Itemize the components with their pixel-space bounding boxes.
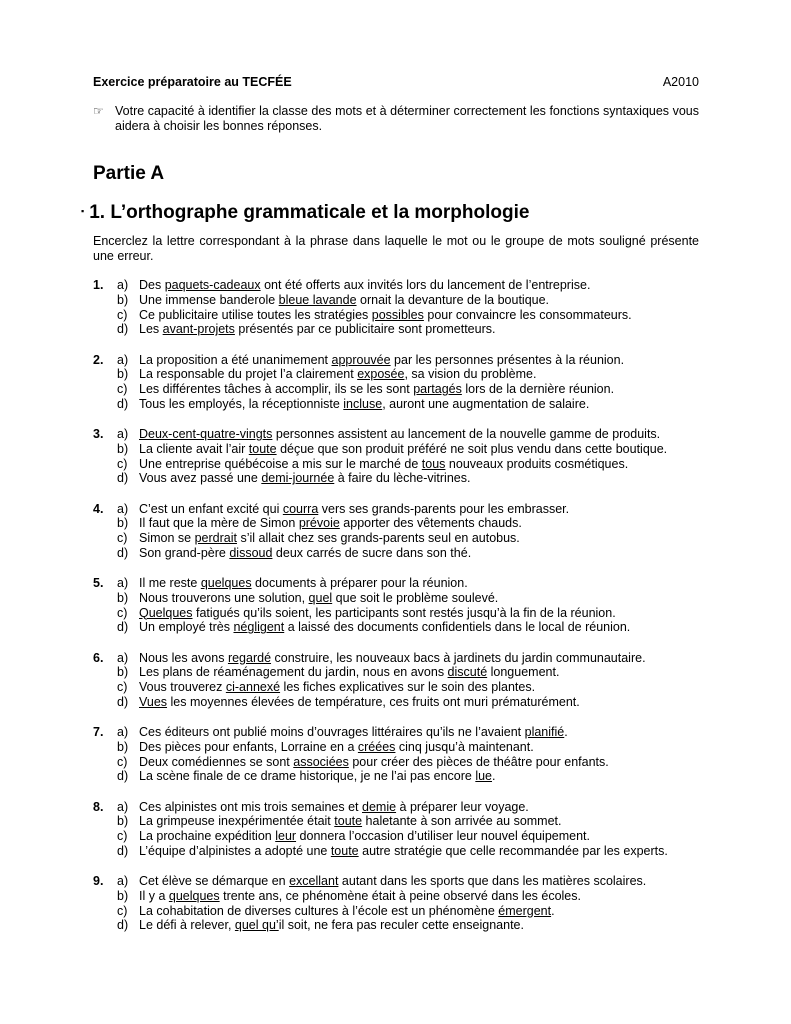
sentence-start: La prochaine expédition [139,829,276,844]
sentence-end: nouveaux produits cosmétiques. [445,456,629,471]
answer-option[interactable] [93,918,699,933]
question-item [93,800,699,875]
sentence-start: Simon se [139,531,195,546]
option-letter[interactable]: a) [117,650,129,665]
underlined-word: demi-journée [261,471,335,486]
underlined-word: exposée [357,367,405,382]
option-letter[interactable]: d) [117,620,129,635]
document-header [93,75,699,91]
sentence-start: La cliente avait l’air [139,441,249,456]
option-letter[interactable]: c) [117,680,128,695]
question-number: 3. [93,427,104,441]
underlined-word: regardé [227,650,272,665]
sentence-end: , auront une augmentation de salaire. [382,396,590,411]
answer-option[interactable] [93,651,699,666]
option-sentence [139,740,534,755]
underlined-word: toute [330,843,359,858]
answer-option[interactable] [93,889,699,904]
sentence-end: que soit le problème soulevé. [332,590,499,605]
section-heading [81,202,529,224]
question-list [93,278,699,949]
sentence-start: La cohabitation de diverses cultures à l’école est un phénomène [139,903,499,918]
option-letter[interactable]: b) [117,441,129,456]
answer-option[interactable] [93,695,699,710]
option-sentence [139,502,569,517]
answer-option[interactable] [93,800,699,815]
question-number: 6. [93,650,104,665]
answer-option[interactable] [93,844,699,859]
underlined-word: quel qu’ [234,918,279,933]
option-sentence [139,844,668,859]
sentence-end: . [551,903,555,918]
sentence-start: Il me reste [139,576,201,590]
option-letter[interactable]: d) [117,843,129,858]
answer-option[interactable] [93,367,699,382]
option-letter[interactable]: b) [117,739,129,754]
option-sentence [139,367,536,382]
answer-option[interactable] [93,353,699,368]
answer-option[interactable] [93,904,699,919]
question-number: 2. [93,352,104,367]
option-letter[interactable]: b) [117,516,129,531]
sentence-start: Tous les employés, la réceptionniste [139,396,344,411]
option-sentence [139,620,630,635]
sentence-start: C’est un enfant excité qui [139,501,283,516]
question-number: 5. [93,576,104,590]
sentence-end: a laissé des documents confidentiels dans le local de réunion. [284,620,631,635]
sentence-end: ont été offerts aux invités lors du lancement de l’entreprise. [260,278,591,292]
sentence-end: donnera l’occasion d’utiliser leur nouvel équipement. [296,829,590,844]
answer-option[interactable] [93,382,699,397]
answer-option[interactable] [93,427,699,442]
option-letter[interactable]: a) [117,874,129,888]
sentence-end: autant dans les sports que dans les matières scolaires. [338,874,647,888]
sentence-start: Nous trouverons une solution, [139,590,309,605]
underlined-word: demie [362,799,397,814]
option-sentence [139,397,589,412]
sentence-end: s’il allait chez ses grands-parents seul en autobus. [236,531,520,546]
sentence-start: Vous avez passé une [139,471,262,486]
answer-option[interactable] [93,814,699,829]
sentence-end: apporter des vêtements chauds. [339,516,522,531]
instruction-text: Encerclez la lettre correspondant à la phrase dans laquelle le mot ou le groupe de mots souligné présente une erreur. [93,234,699,263]
question-number: 1. [93,278,104,292]
answer-option[interactable] [93,740,699,755]
sentence-end: déçue que son produit préféré ne soit plus vendu dans cette boutique. [276,441,668,456]
sentence-start: Ces alpinistes ont mis trois semaines et [139,799,363,814]
sentence-end: personnes assistent au lancement de la nouvelle gamme de produits. [272,427,661,441]
answer-option[interactable] [93,620,699,635]
option-letter[interactable]: b) [117,367,129,382]
underlined-word: négligent [233,620,285,635]
sentence-start: La grimpeuse inexpérimentée était [139,814,335,829]
underlined-word: planifié [524,725,565,739]
sentence-start: L’équipe d’alpinistes a adopté une [139,843,331,858]
option-sentence [139,516,522,531]
sentence-end: fatigués qu’ils soient, les participants sont restés jusqu’à la fin de la réunion. [192,605,616,620]
sentence-end: pour convaincre les consommateurs. [423,307,632,322]
sentence-start: Les plans de réaménagement du jardin, nous en avons [139,665,448,680]
option-sentence [139,353,624,368]
sentence-end: trente ans, ce phénomène était à peine observé dans les écoles. [219,888,581,903]
sentence-end: construire, les nouveaux bacs à jardinets du jardin communautaire. [271,650,646,665]
option-sentence [139,904,555,919]
option-sentence [139,427,660,442]
answer-option[interactable] [93,502,699,517]
answer-option[interactable] [93,591,699,606]
option-letter[interactable]: c) [117,605,128,620]
option-letter[interactable]: a) [117,352,129,367]
sentence-end: deux carrés de sucre dans son thé. [272,545,472,560]
question-item [93,427,699,502]
answer-option[interactable] [93,606,699,621]
sentence-end: il soit, ne fera pas reculer cette enseignante. [278,918,524,933]
option-sentence [139,725,568,740]
sentence-start: Les différentes tâches à accomplir, ils se les sont [139,382,414,397]
option-letter[interactable]: a) [117,501,129,516]
option-sentence [139,293,549,308]
underlined-word: excellant [289,874,339,888]
underlined-word: courra [282,501,319,516]
sentence-start: Une entreprise québécoise a mis sur le marché de [139,456,422,471]
sentence-end: cinq jusqu’à maintenant. [395,739,534,754]
sentence-start: Ce publicitaire utilise toutes les stratégies [139,307,372,322]
question-item [93,353,699,428]
underlined-word: Quelques [139,605,193,620]
underlined-word: lue [475,769,493,784]
option-letter[interactable]: d) [117,918,129,933]
sentence-end: pour créer des pièces de théâtre pour enfants. [348,754,609,769]
sentence-end: à préparer leur voyage. [396,799,529,814]
underlined-word: toute [334,814,363,829]
sentence-end: à faire du lèche-vitrines. [334,471,471,486]
question-item [93,874,699,949]
answer-option[interactable] [93,680,699,695]
sentence-end: haletante à son arrivée au sommet. [362,814,562,829]
sentence-start: Il y a [139,888,169,903]
sentence-start: Il faut que la mère de Simon [139,516,299,531]
option-letter[interactable]: d) [117,322,129,337]
underlined-word: leur [275,829,297,844]
option-letter[interactable]: d) [117,694,129,709]
sentence-start: Une immense banderole [139,292,279,307]
underlined-word: quel [308,590,333,605]
answer-option[interactable] [93,665,699,680]
answer-option[interactable] [93,531,699,546]
document-code: A2010 [662,75,699,89]
part-heading: Partie A [93,163,165,184]
section-title-text: 1. L’orthographe grammaticale et la morphologie [89,202,530,223]
underlined-word: avant-projets [162,322,235,337]
option-letter[interactable]: a) [117,427,129,441]
option-letter[interactable]: b) [117,665,129,680]
option-letter[interactable]: d) [117,769,129,784]
option-letter[interactable]: a) [117,576,129,590]
underlined-word: approuvée [331,352,391,367]
underlined-word: tous [421,456,446,471]
underlined-word: prévoie [298,516,340,531]
option-sentence [139,471,470,486]
option-letter[interactable]: d) [117,545,129,560]
answer-option[interactable] [93,874,699,889]
answer-option[interactable] [93,471,699,486]
underlined-word: Deux-cent-quatre-vingts [139,427,273,441]
answer-option[interactable] [93,516,699,531]
option-letter[interactable]: a) [117,725,129,739]
underlined-word: quelques [200,576,252,590]
sentence-end: ornait la devanture de la boutique. [356,292,550,307]
option-sentence [139,382,614,397]
underlined-word: possibles [371,307,424,322]
underlined-word: associées [293,754,349,769]
question-item [93,278,699,353]
underlined-word: partagés [413,382,462,397]
option-sentence [139,874,646,889]
question-item [93,725,699,800]
answer-option[interactable] [93,278,699,293]
option-sentence [139,829,590,844]
underlined-word: émergent [498,903,552,918]
underlined-word: incluse [343,396,383,411]
underlined-word: bleue lavande [278,292,357,307]
intro-text: Votre capacité à identifier la classe des mots et à déterminer correctement les fonctions syntaxiques vous aidera à choisir les bonnes réponses. [115,104,699,133]
sentence-end: vers ses grands-parents pour les embrasser. [318,501,570,516]
sentence-end: présentés par ce publicitaire sont prometteurs. [234,322,496,337]
question-item [93,502,699,577]
answer-option[interactable] [93,397,699,412]
option-sentence [139,814,562,829]
sentence-start: La responsable du projet l’a clairement [139,367,358,382]
underlined-word: toute [248,441,277,456]
sentence-start: Nous les avons [139,650,228,665]
option-sentence [139,322,495,337]
underlined-word: quelques [168,888,220,903]
sentence-start: Deux comédiennes se sont [139,754,294,769]
answer-option[interactable] [93,308,699,323]
sentence-start: La scène finale de ce drame historique, je ne l’ai pas encore [139,769,476,784]
question-item [93,651,699,726]
option-letter[interactable]: a) [117,799,129,814]
sentence-end: longuement. [487,665,560,680]
sentence-start: La proposition a été unanimement [139,352,332,367]
option-sentence [139,308,632,323]
option-sentence [139,680,535,695]
option-sentence [139,695,580,710]
answer-option[interactable] [93,755,699,770]
sentence-end: . [492,769,496,784]
sentence-start: Ces éditeurs ont publié moins d’ouvrages littéraires qu’ils ne l’avaient [139,725,525,739]
option-sentence [139,651,646,666]
option-letter[interactable]: c) [117,456,128,471]
answer-option[interactable] [93,769,699,784]
underlined-word: Vues [139,694,168,709]
sentence-end: , sa vision du problème. [404,367,537,382]
option-letter[interactable]: b) [117,590,129,605]
option-letter[interactable]: b) [117,292,129,307]
underlined-word: ci-annexé [225,680,281,695]
option-letter[interactable]: c) [117,903,128,918]
answer-option[interactable] [93,322,699,337]
sentence-start: Son grand-père [139,545,230,560]
question-number: 8. [93,799,104,814]
square-bullet-icon: ▪ [81,206,85,216]
sentence-end: les fiches explicatives sur le soin des plantes. [280,680,536,695]
option-letter[interactable]: b) [117,888,129,903]
answer-option[interactable] [93,546,699,561]
sentence-start: Vous trouverez [139,680,226,695]
option-sentence [139,889,581,904]
answer-option[interactable] [93,293,699,308]
document-title: Exercice préparatoire au TECFÉE [93,75,292,89]
underlined-word: paquets-cadeaux [164,278,261,292]
sentence-end: lors de la dernière réunion. [461,382,615,397]
option-sentence [139,606,616,621]
sentence-end: documents à préparer pour la réunion. [251,576,468,590]
answer-option[interactable] [93,725,699,740]
option-letter[interactable]: c) [117,531,128,546]
answer-option[interactable] [93,829,699,844]
option-letter[interactable]: c) [117,829,128,844]
sentence-end: . [564,725,568,739]
sentence-start: Cet élève se démarque en [139,874,290,888]
question-item [93,576,699,651]
option-sentence [139,546,471,561]
option-sentence [139,665,559,680]
option-letter[interactable]: b) [117,814,129,829]
option-sentence [139,800,529,815]
option-letter[interactable]: d) [117,396,129,411]
option-letter[interactable]: d) [117,471,129,486]
option-sentence [139,755,609,770]
question-number: 9. [93,874,104,888]
option-sentence [139,531,520,546]
sentence-start: Des pièces pour enfants, Lorraine en a [139,739,358,754]
option-sentence [139,591,498,606]
answer-option[interactable] [93,442,699,457]
underlined-word: créées [357,739,396,754]
pointing-hand-icon: ☞ [93,104,104,118]
option-sentence [139,918,524,933]
option-letter[interactable]: c) [117,754,128,769]
sentence-start: Un employé très [139,620,234,635]
sentence-start: Des [139,278,165,292]
intro-note [93,104,699,134]
underlined-word: perdrait [194,531,237,546]
sentence-end: les moyennes élevées de température, ces fruits ont muri prématurément. [167,694,580,709]
underlined-word: dissoud [229,545,273,560]
sentence-start: Les [139,322,163,337]
answer-option[interactable] [93,576,699,591]
option-sentence [139,576,468,591]
option-letter[interactable]: a) [117,278,129,292]
option-sentence [139,457,628,472]
question-number: 7. [93,725,104,739]
option-sentence [139,278,590,293]
option-sentence [139,769,496,784]
option-letter[interactable]: c) [117,307,128,322]
sentence-start: Le défi à relever, [139,918,235,933]
underlined-word: discuté [447,665,488,680]
question-number: 4. [93,501,104,516]
sentence-end: par les personnes présentes à la réunion. [390,352,625,367]
option-letter[interactable]: c) [117,382,128,397]
answer-option[interactable] [93,457,699,472]
option-sentence [139,442,667,457]
sentence-end: autre stratégie que celle recommandée par les experts. [358,843,668,858]
